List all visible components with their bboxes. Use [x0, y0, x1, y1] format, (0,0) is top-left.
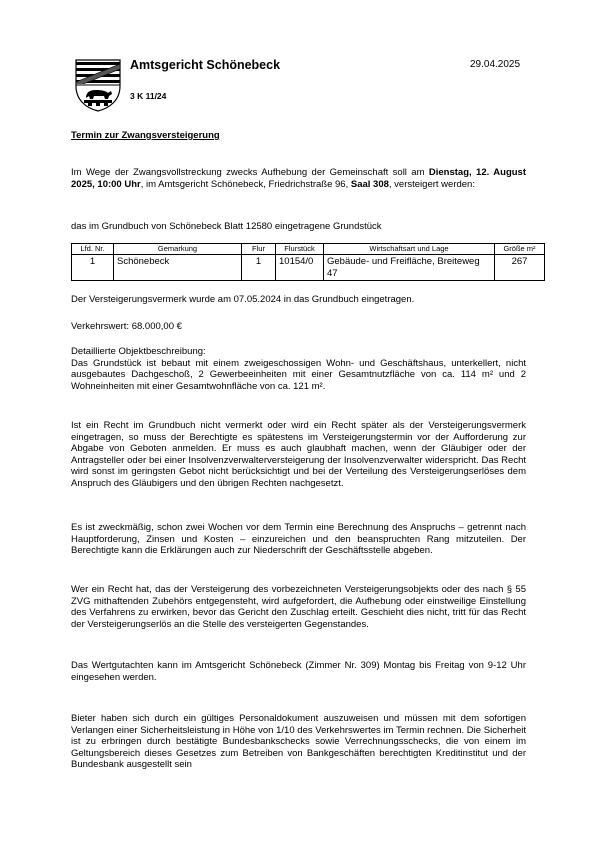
registration-note: Der Versteigerungsvermerk wurde am 07.05.2024 in das Grundbuch eingetragen.	[71, 294, 415, 305]
market-value: Verkehrswert: 68.000,00 €	[71, 321, 182, 332]
description-text: Das Grundstück ist bebaut mit einem zweigeschossigen Wohn- und Geschäftshaus, unterkellert, nicht ausgebautes Dachgeschoß, 2 Gewerbeeinheiten mit einer Gesamtnutzfläche von ca. 114 m² und 2 Wohneinheiten mit einer Gesamtwohnfläche von ca. 121 m².	[71, 357, 526, 392]
description-label: Detaillierte Objektbeschreibung:	[71, 346, 206, 357]
land-register-line: das im Grundbuch von Schönebeck Blatt 12580 eingetragene Grundstück	[71, 221, 382, 232]
cell-flur: 1	[242, 255, 276, 281]
calculation-paragraph: Es ist zweckmäßig, schon zwei Wochen vor dem Termin eine Berechnung des Anspruchs – getrennt nach Hauptforderung, Zinsen und Kosten – einzureichen und den beanspruchten Rang mitzuteilen. Der Berechtigte kann die Erklärungen auch zur Niederschrift der Geschäftsstelle abgeben.	[71, 522, 526, 556]
appraisal-paragraph: Das Wertgutachten kann im Amtsgericht Schönebeck (Zimmer Nr. 309) Montag bis Freitag von 9-12 Uhr eingesehen werden.	[71, 660, 526, 683]
objection-paragraph: Wer ein Recht hat, das der Versteigerung des vorbezeichneten Versteigerungsobjekts oder des nach § 55 ZVG mithaftenden Zubehörs entgegensteht, wird aufgefordert, die Aufhebung oder einstweilige Einstellung des Verfahrens zu erwirken, bevor das Gericht den Zuschlag erteilt. Geschieht dies nicht, tritt für das Recht der Versteigerungserlös an die Stelle des versteigerten Gegenstandes.	[71, 584, 526, 630]
bidders-paragraph: Bieter haben sich durch ein gültiges Personaldokument auszuweisen und müssen mit dem sofortigen Verlangen einer Sicherheitsleistung in Höhe von 1/10 des Verkehrswertes im Termin rechnen. Die Sicherheit ist zu erbringen durch bestätigte Bundesbankschecks sowie Verrechnungsschecks, die von einem im Geltungsbereich dieses Gesetzes zum Betreiben von Bankgeschäften berechtigten Kreditinstitut und der Bundesbank ausgestellt sein	[71, 713, 526, 770]
cell-lfd-nr: 1	[72, 255, 114, 281]
col-header-wirtschaftsart: Wirtschaftsart und Lage	[324, 244, 495, 255]
table-row	[72, 255, 545, 281]
col-header-gemarkung: Gemarkung	[114, 244, 242, 255]
cell-wirtschaftsart: Gebäude- und Freifläche, Breiteweg 47	[324, 255, 495, 281]
cell-groesse: 267	[495, 255, 545, 281]
document-title: Termin zur Zwangsversteigerung	[71, 130, 220, 141]
col-header-flurstueck: Flurstück	[276, 244, 324, 255]
col-header-groesse: Größe m²	[495, 244, 545, 255]
coat-of-arms-icon	[74, 58, 122, 112]
col-header-flur: Flur	[242, 244, 276, 255]
rights-paragraph: Ist ein Recht im Grundbuch nicht vermerkt oder wird ein Recht später als der Versteigerungsvermerk eingetragen, so muss der Berechtigte es spätestens im Versteigerungstermin vor der Aufforderung zur Abgabe von Geboten anmelden. Er muss es auch glaubhaft machen, wenn der Gläubiger oder der Antragsteller oder bei einer Insolvenzverwalterversteigerung der Insolvenzverwalter widerspricht. Das Recht wird sonst im geringsten Gebot nicht berücksichtigt und bei der Verteilung des Versteigerungserlöses dem Anspruch des Gläubigers und den übrigen Rechten nachgesetzt.	[71, 420, 526, 489]
property-table	[71, 243, 545, 281]
court-name: Amtsgericht Schönebeck	[130, 58, 281, 72]
cell-flurstueck: 10154/0	[276, 255, 324, 281]
cell-gemarkung: Schönebeck	[114, 255, 242, 281]
file-number: 3 K 11/24	[130, 91, 167, 101]
document-date: 29.04.2025	[470, 59, 521, 70]
object-description	[71, 346, 526, 392]
auction-room: Saal 308	[350, 178, 389, 190]
table-header-row	[72, 244, 545, 255]
intro-paragraph: Im Wege der Zwangsvollstreckung zwecks Aufhebung der Gemeinschaft soll am Dienstag, 12. August 2025, 10:00 Uhr, im Amtsgericht Schönebeck, Friedrichstraße 96, Saal 308, versteigert werden:	[71, 167, 526, 190]
col-header-lfd-nr: Lfd. Nr.	[72, 244, 114, 255]
auction-date: Dienstag, 12. August 2025, 10:00 Uhr	[71, 167, 526, 190]
